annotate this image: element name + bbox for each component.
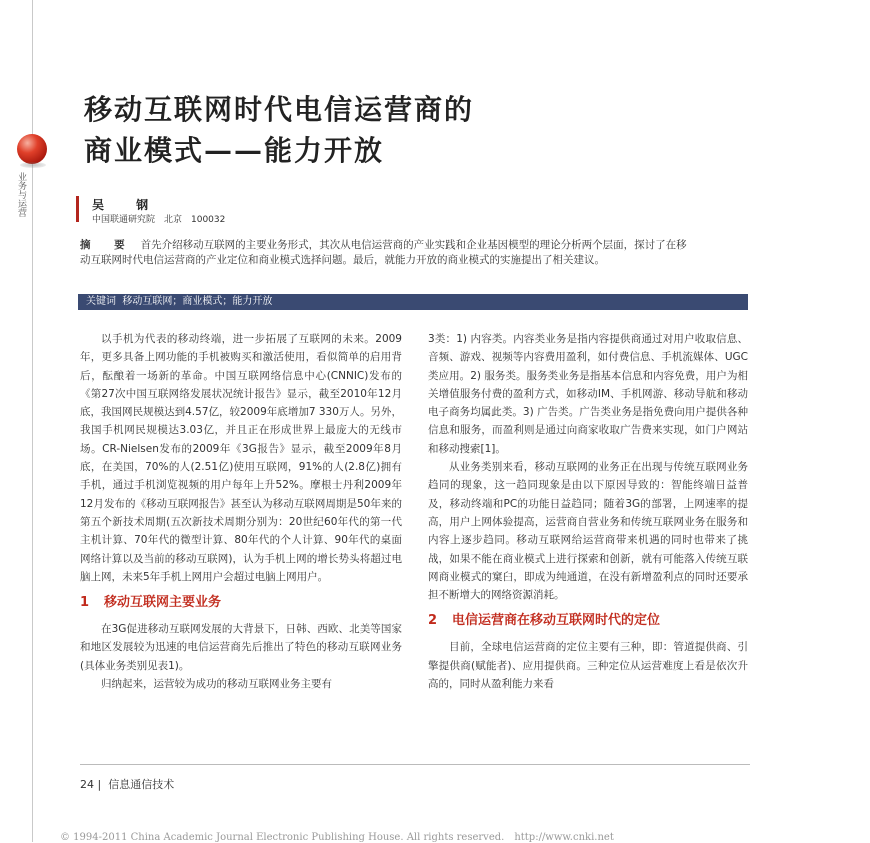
abstract-text: 首先介绍移动互联网的主要业务形式，其次从电信运营商的产业实践和企业基因模型的理论分析两个层面，探讨了在移动互联网时代电信运营商的产业定位和商业模式选择问题。最后，就能力开放的商业模式的实施提出了相关建议。	[80, 239, 687, 266]
section-number: 1	[80, 595, 90, 611]
copyright-notice: © 1994-2011 China Academic Journal Electronic Publishing House. All rights reserved. http://www.cnki.net	[60, 832, 614, 843]
paragraph: 归纳起来，运营较为成功的移动互联网业务主要有	[101, 678, 332, 691]
paragraph: 在3G促进移动互联网发展的大背景下，日韩、西欧、北美等国家和地区发展较为迅速的电信运营商先后推出了特色的移动互联网业务(具体业务类别见表1)。	[80, 623, 402, 672]
keywords-label: 关键词	[86, 296, 116, 307]
author-accent-bar	[76, 196, 79, 222]
paragraph: 以手机为代表的移动终端，进一步拓展了互联网的未来。2009年，更多具备上网功能的手机被购买和激活使用，看似简单的启用背后，酝酿着一场新的革命。中国互联网络信息中心(CNNIC)发布的《第27次中国互联网络发展状况统计报告》显示，截至2010年12月底，我国网民规模达到4.57亿，较2009年底增加7 330万人。另外，我国手机网民规模达3.03亿，并且正在形成世界上最庞大的无线市场。CR-Nielsen发布的2009年《3G报告》显示，截至2009年8月底，在美国，70%的人(2.51亿)使用互联网，91%的人(2.8亿)拥有手机，通过手机浏览视频的用户每年上升52%。摩根士丹利2009年12月发布的《移动互联网报告》甚至认为移动互联网周期是50年来的第五个新技术周期(五次新技术周期分别为：20世纪60年代的第一代主机计算、70年代的微型计算、80年代的个人计算、90年代的桌面网络计算以及当前的移动互联网)，认为手机上网的增长势头将超过电脑上网，未来5年手机上网用户会超过电脑上网用户。	[80, 333, 402, 583]
page-number: 24	[80, 778, 94, 791]
keywords-text: 移动互联网；商业模式；能力开放	[122, 296, 273, 307]
article-title-line2: 商业模式——能力开放	[84, 134, 385, 167]
footer-divider	[80, 764, 750, 765]
body-column-right	[428, 330, 748, 693]
abstract	[80, 238, 688, 268]
keywords-bar	[78, 294, 748, 310]
paragraph: 3类：1) 内容类。内容类业务是指内容提供商通过对用户收取信息、音频、游戏、视频等内容费用盈利，如付费信息、手机流媒体、UGC类应用。2) 服务类。服务类业务是指基本信息和内容免费，用户为相关增值服务付费的盈利方式，如移动IM、手机网游、移动导航和移动电子商务均属此类。3) 广告类。广告类业务是指免费向用户提供各种信息和服务，而盈利则是通过向商家收取广告费来实现，如门户网站和移动搜索[1]。	[428, 333, 748, 455]
section-number: 2	[428, 613, 438, 629]
journal-name: 信息通信技术	[108, 778, 175, 791]
page-footer: 24 | 信息通信技术	[80, 778, 175, 791]
section-heading-1	[80, 594, 402, 612]
section-title: 电信运营商在移动互联网时代的定位	[452, 613, 661, 629]
author-affiliation: 中国联通研究院 北京 100032	[92, 215, 226, 225]
section-title: 移动互联网主要业务	[104, 595, 222, 611]
sidebar-rule	[32, 0, 33, 842]
author-name: 吴 钢	[92, 198, 163, 212]
ball-shadow	[20, 162, 46, 168]
abstract-label: 摘 要	[80, 239, 135, 251]
article-title-line1: 移动互联网时代电信运营商的	[84, 93, 475, 126]
red-ball-icon	[17, 134, 47, 164]
paragraph: 目前，全球电信运营商的定位主要有三种，即：管道提供商、引擎提供商(赋能者)、应用提供商。三种定位从运营难度上看是依次升高的，同时从盈利能力来看	[428, 641, 748, 691]
body-column-left	[80, 330, 402, 693]
section-heading-2	[428, 612, 748, 630]
paragraph: 从业务类别来看，移动互联网的业务正在出现与传统互联网业务趋同的现象，这一趋同现象是由以下原因导致的：智能终端日益普及，移动终端和PC的功能日益趋同；随着3G的部署，上网速率的提高，用户上网体验提高，运营商自营业务和传统互联网业务在服务和内容上逐步趋同。移动互联网给运营商带来机遇的同时也带来了挑战，如果不能在商业模式上进行探索和创新，就有可能落入传统互联网商业模式的窠臼，即成为纯通道，在没有新增盈利点的同时还要承担不断增大的网络资源消耗。	[428, 461, 748, 602]
section-label: 业务与运营	[16, 172, 26, 217]
